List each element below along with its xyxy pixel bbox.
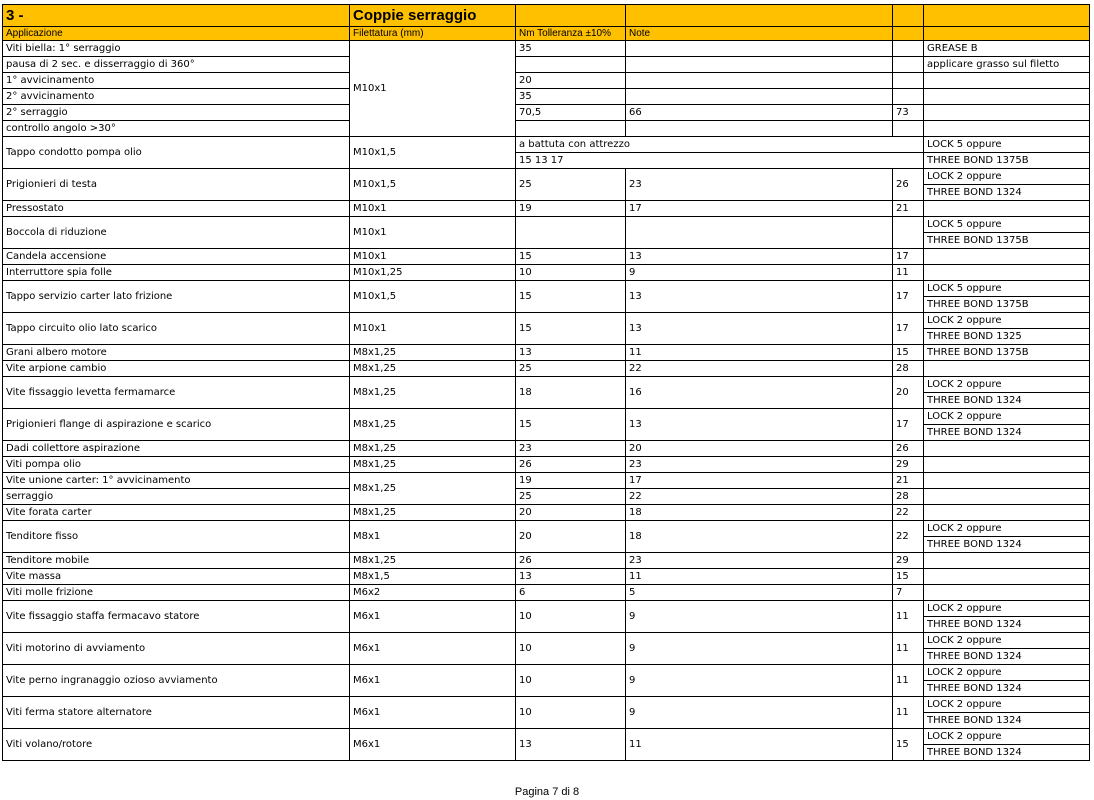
- note-cell: 11: [626, 569, 893, 585]
- lock-cell: THREE BOND 1375B: [924, 233, 1090, 249]
- page-footer: Pagina 7 di 8: [514, 786, 580, 798]
- applicazione-cell: Vite fissaggio staffa fermacavo statore: [3, 601, 350, 633]
- value-cell: [893, 41, 924, 57]
- applicazione-cell: Vite arpione cambio: [3, 361, 350, 377]
- table-row: [3, 249, 1090, 265]
- lock-cell: GREASE B: [924, 41, 1090, 57]
- filettatura-cell: M8x1,25: [350, 361, 516, 377]
- lock-cell: THREE BOND 1324: [924, 393, 1090, 409]
- note-cell: 17: [626, 201, 893, 217]
- table-row: [3, 281, 1090, 297]
- lock-cell: THREE BOND 1325: [924, 329, 1090, 345]
- note-cell: 9: [626, 697, 893, 729]
- column-header-filettatura: Filettatura (mm): [350, 27, 516, 41]
- note-cell: 13: [626, 313, 893, 345]
- table-row: [3, 89, 1090, 105]
- filettatura-cell: M8x1,25: [350, 377, 516, 409]
- nm-cell: 26: [516, 553, 626, 569]
- table-row: [3, 377, 1090, 393]
- column-header-nm: Nm Tolleranza ±10%: [516, 27, 626, 41]
- note-cell: [626, 217, 893, 249]
- nm-cell: 35: [516, 89, 626, 105]
- lock-cell: [924, 441, 1090, 457]
- nm-cell: 23: [516, 441, 626, 457]
- nm-cell: 35: [516, 41, 626, 57]
- lock-cell: applicare grasso sul filetto: [924, 57, 1090, 73]
- lock-cell: THREE BOND 1324: [924, 681, 1090, 697]
- note-cell: 23: [626, 169, 893, 201]
- nm-cell: 13: [516, 345, 626, 361]
- filettatura-cell: M8x1: [350, 521, 516, 553]
- table-row: [3, 697, 1090, 713]
- nm-cell: 10: [516, 601, 626, 633]
- header-empty-cell: [924, 5, 1090, 27]
- value-cell: 22: [893, 521, 924, 553]
- header-empty-cell: [516, 5, 626, 27]
- lock-cell: LOCK 2 oppure: [924, 169, 1090, 185]
- note-cell: [626, 57, 893, 73]
- lock-cell: LOCK 2 oppure: [924, 377, 1090, 393]
- table-row: [3, 569, 1090, 585]
- applicazione-cell: Prigionieri flange di aspirazione e scarico: [3, 409, 350, 441]
- applicazione-cell: Vite massa: [3, 569, 350, 585]
- lock-cell: THREE BOND 1375B: [924, 345, 1090, 361]
- column-header-note: Note: [626, 27, 893, 41]
- table-row: [3, 473, 1090, 489]
- nm-cell: [516, 121, 626, 137]
- applicazione-cell: pausa di 2 sec. e disserraggio di 360°: [3, 57, 350, 73]
- value-cell: 11: [893, 665, 924, 697]
- lock-cell: THREE BOND 1324: [924, 537, 1090, 553]
- applicazione-cell: Tenditore mobile: [3, 553, 350, 569]
- filettatura-cell: M10x1,5: [350, 137, 516, 169]
- applicazione-cell: Vite perno ingranaggio ozioso avviamento: [3, 665, 350, 697]
- table-row: [3, 553, 1090, 569]
- filettatura-cell: M10x1: [350, 217, 516, 249]
- value-cell: 11: [893, 601, 924, 633]
- filettatura-cell: M8x1,25: [350, 409, 516, 441]
- value-cell: [893, 57, 924, 73]
- lock-cell: [924, 265, 1090, 281]
- applicazione-cell: Pressostato: [3, 201, 350, 217]
- value-cell: 17: [893, 281, 924, 313]
- note-cell: 66: [626, 105, 893, 121]
- nm-cell: 25: [516, 169, 626, 201]
- lock-cell: [924, 89, 1090, 105]
- note-cell: 23: [626, 553, 893, 569]
- applicazione-cell: Prigionieri di testa: [3, 169, 350, 201]
- table-row: [3, 57, 1090, 73]
- applicazione-cell: serraggio: [3, 489, 350, 505]
- applicazione-cell: Vite forata carter: [3, 505, 350, 521]
- nm-cell: 6: [516, 585, 626, 601]
- applicazione-cell: Viti motorino di avviamento: [3, 633, 350, 665]
- nm-cell: 15: [516, 313, 626, 345]
- nm-cell: 10: [516, 265, 626, 281]
- lock-cell: [924, 505, 1090, 521]
- filettatura-cell: M6x1: [350, 665, 516, 697]
- note-cell: 13: [626, 249, 893, 265]
- table-row: [3, 409, 1090, 425]
- note-cell: 18: [626, 505, 893, 521]
- value-cell: 29: [893, 553, 924, 569]
- value-cell: 26: [893, 169, 924, 201]
- lock-cell: LOCK 2 oppure: [924, 409, 1090, 425]
- lock-cell: LOCK 2 oppure: [924, 313, 1090, 329]
- lock-cell: LOCK 5 oppure: [924, 217, 1090, 233]
- applicazione-cell: Grani albero motore: [3, 345, 350, 361]
- lock-cell: [924, 249, 1090, 265]
- lock-cell: LOCK 2 oppure: [924, 601, 1090, 617]
- nm-cell: 19: [516, 473, 626, 489]
- nm-cell: 19: [516, 201, 626, 217]
- lock-cell: [924, 585, 1090, 601]
- filettatura-cell: M8x1,25: [350, 345, 516, 361]
- filettatura-cell: M8x1,25: [350, 457, 516, 473]
- lock-cell: LOCK 2 oppure: [924, 521, 1090, 537]
- nm-cell: 10: [516, 697, 626, 729]
- value-cell: 26: [893, 441, 924, 457]
- note-cell: 9: [626, 633, 893, 665]
- note-cell: 11: [626, 345, 893, 361]
- value-cell: 15: [893, 729, 924, 761]
- nm-cell: 10: [516, 633, 626, 665]
- applicazione-cell: Viti volano/rotore: [3, 729, 350, 761]
- lock-cell: THREE BOND 1324: [924, 649, 1090, 665]
- header-empty-cell: [893, 5, 924, 27]
- lock-cell: THREE BOND 1324: [924, 185, 1090, 201]
- applicazione-cell: Viti pompa olio: [3, 457, 350, 473]
- lock-cell: THREE BOND 1324: [924, 425, 1090, 441]
- applicazione-cell: 1° avvicinamento: [3, 73, 350, 89]
- section-title: Coppie serraggio: [350, 5, 516, 27]
- filettatura-cell: M8x1,25: [350, 553, 516, 569]
- lock-cell: LOCK 5 oppure: [924, 137, 1090, 153]
- value-cell: 11: [893, 697, 924, 729]
- column-header-applicazione: Applicazione: [3, 27, 350, 41]
- table-row: [3, 137, 1090, 153]
- note-cell: 13: [626, 281, 893, 313]
- section-number: 3 -: [3, 5, 350, 27]
- column-header-row: [3, 27, 1090, 41]
- nm-cell: 13: [516, 729, 626, 761]
- lock-cell: THREE BOND 1324: [924, 745, 1090, 761]
- table-row: [3, 601, 1090, 617]
- filettatura-cell: M8x1,25: [350, 505, 516, 521]
- value-cell: 73: [893, 105, 924, 121]
- filettatura-cell: M8x1,5: [350, 569, 516, 585]
- value-cell: 21: [893, 473, 924, 489]
- note-cell: [626, 89, 893, 105]
- nm-cell: 25: [516, 361, 626, 377]
- section-header-row: [3, 5, 1090, 27]
- nm-cell: 15: [516, 281, 626, 313]
- nm-cell: a battuta con attrezzo: [516, 137, 924, 153]
- filettatura-cell: M6x2: [350, 585, 516, 601]
- table-row: [3, 121, 1090, 137]
- note-cell: [626, 121, 893, 137]
- table-row: [3, 265, 1090, 281]
- applicazione-cell: Tenditore fisso: [3, 521, 350, 553]
- lock-cell: THREE BOND 1324: [924, 713, 1090, 729]
- note-cell: 17: [626, 473, 893, 489]
- table-row: [3, 441, 1090, 457]
- filettatura-cell: M10x1: [350, 313, 516, 345]
- lock-cell: [924, 105, 1090, 121]
- applicazione-cell: Dadi collettore aspirazione: [3, 441, 350, 457]
- lock-cell: THREE BOND 1324: [924, 617, 1090, 633]
- note-cell: 5: [626, 585, 893, 601]
- value-cell: 17: [893, 409, 924, 441]
- note-cell: 9: [626, 665, 893, 697]
- value-cell: 20: [893, 377, 924, 409]
- lock-cell: THREE BOND 1375B: [924, 153, 1090, 169]
- value-cell: 11: [893, 633, 924, 665]
- table-row: [3, 729, 1090, 745]
- filettatura-cell: M10x1: [350, 41, 516, 137]
- lock-cell: [924, 457, 1090, 473]
- value-cell: 22: [893, 505, 924, 521]
- table-row: [3, 505, 1090, 521]
- note-cell: 9: [626, 601, 893, 633]
- nm-cell: 15: [516, 249, 626, 265]
- table-row: [3, 73, 1090, 89]
- value-cell: 17: [893, 249, 924, 265]
- applicazione-cell: 2° serraggio: [3, 105, 350, 121]
- note-cell: [626, 41, 893, 57]
- value-cell: 11: [893, 265, 924, 281]
- value-cell: 15: [893, 345, 924, 361]
- nm-cell: 18: [516, 377, 626, 409]
- table-row: [3, 457, 1090, 473]
- note-cell: 20: [626, 441, 893, 457]
- applicazione-cell: Boccola di riduzione: [3, 217, 350, 249]
- table-row: [3, 361, 1090, 377]
- nm-cell: [516, 57, 626, 73]
- filettatura-cell: M6x1: [350, 633, 516, 665]
- lock-cell: [924, 489, 1090, 505]
- table-row: [3, 105, 1090, 121]
- value-cell: 7: [893, 585, 924, 601]
- lock-cell: LOCK 2 oppure: [924, 633, 1090, 649]
- table-row: [3, 169, 1090, 185]
- value-cell: [893, 121, 924, 137]
- note-cell: 22: [626, 489, 893, 505]
- table-row: [3, 313, 1090, 329]
- applicazione-cell: Candela accensione: [3, 249, 350, 265]
- applicazione-cell: Interruttore spia folle: [3, 265, 350, 281]
- filettatura-cell: M6x1: [350, 601, 516, 633]
- table-row: [3, 521, 1090, 537]
- table-row: [3, 585, 1090, 601]
- note-cell: 18: [626, 521, 893, 553]
- note-cell: 23: [626, 457, 893, 473]
- table-row: [3, 665, 1090, 681]
- lock-cell: LOCK 5 oppure: [924, 281, 1090, 297]
- applicazione-cell: Tappo circuito olio lato scarico: [3, 313, 350, 345]
- filettatura-cell: M10x1,5: [350, 281, 516, 313]
- nm-cell: 70,5: [516, 105, 626, 121]
- nm-cell: 20: [516, 505, 626, 521]
- lock-cell: [924, 569, 1090, 585]
- lock-cell: [924, 361, 1090, 377]
- note-cell: [626, 73, 893, 89]
- applicazione-cell: 2° avvicinamento: [3, 89, 350, 105]
- applicazione-cell: Vite unione carter: 1° avvicinamento: [3, 473, 350, 489]
- note-cell: 16: [626, 377, 893, 409]
- filettatura-cell: M10x1: [350, 249, 516, 265]
- torque-table: [2, 4, 1090, 761]
- table-row: [3, 345, 1090, 361]
- nm-cell: 10: [516, 665, 626, 697]
- applicazione-cell: Viti ferma statore alternatore: [3, 697, 350, 729]
- lock-cell: LOCK 2 oppure: [924, 697, 1090, 713]
- value-cell: 17: [893, 313, 924, 345]
- note-cell: 22: [626, 361, 893, 377]
- table-row: [3, 633, 1090, 649]
- value-cell: [893, 73, 924, 89]
- value-cell: [893, 89, 924, 105]
- value-cell: [893, 217, 924, 249]
- value-cell: 15: [893, 569, 924, 585]
- nm-cell: 15: [516, 409, 626, 441]
- value-cell: 28: [893, 489, 924, 505]
- applicazione-cell: Tappo servizio carter lato frizione: [3, 281, 350, 313]
- value-cell: 21: [893, 201, 924, 217]
- nm-cell: 20: [516, 521, 626, 553]
- nm-cell: 15 13 17: [516, 153, 924, 169]
- table-row: [3, 201, 1090, 217]
- applicazione-cell: controllo angolo >30°: [3, 121, 350, 137]
- header-empty-cell: [893, 27, 924, 41]
- table-row: [3, 217, 1090, 233]
- lock-cell: [924, 73, 1090, 89]
- filettatura-cell: M10x1,5: [350, 169, 516, 201]
- note-cell: 11: [626, 729, 893, 761]
- nm-cell: 25: [516, 489, 626, 505]
- applicazione-cell: Tappo condotto pompa olio: [3, 137, 350, 169]
- filettatura-cell: M6x1: [350, 729, 516, 761]
- table-row: [3, 489, 1090, 505]
- header-empty-cell: [626, 5, 893, 27]
- filettatura-cell: M6x1: [350, 697, 516, 729]
- value-cell: 28: [893, 361, 924, 377]
- lock-cell: [924, 201, 1090, 217]
- lock-cell: THREE BOND 1375B: [924, 297, 1090, 313]
- filettatura-cell: M10x1: [350, 201, 516, 217]
- note-cell: 9: [626, 265, 893, 281]
- applicazione-cell: Viti biella: 1° serraggio: [3, 41, 350, 57]
- filettatura-cell: M8x1,25: [350, 441, 516, 457]
- lock-cell: [924, 553, 1090, 569]
- applicazione-cell: Vite fissaggio levetta fermamarce: [3, 377, 350, 409]
- lock-cell: LOCK 2 oppure: [924, 665, 1090, 681]
- nm-cell: [516, 217, 626, 249]
- lock-cell: [924, 121, 1090, 137]
- value-cell: 29: [893, 457, 924, 473]
- filettatura-cell: M8x1,25: [350, 473, 516, 505]
- nm-cell: 20: [516, 73, 626, 89]
- nm-cell: 26: [516, 457, 626, 473]
- filettatura-cell: M10x1,25: [350, 265, 516, 281]
- lock-cell: LOCK 2 oppure: [924, 729, 1090, 745]
- table-row: [3, 41, 1090, 57]
- applicazione-cell: Viti molle frizione: [3, 585, 350, 601]
- note-cell: 13: [626, 409, 893, 441]
- header-empty-cell: [924, 27, 1090, 41]
- nm-cell: 13: [516, 569, 626, 585]
- lock-cell: [924, 473, 1090, 489]
